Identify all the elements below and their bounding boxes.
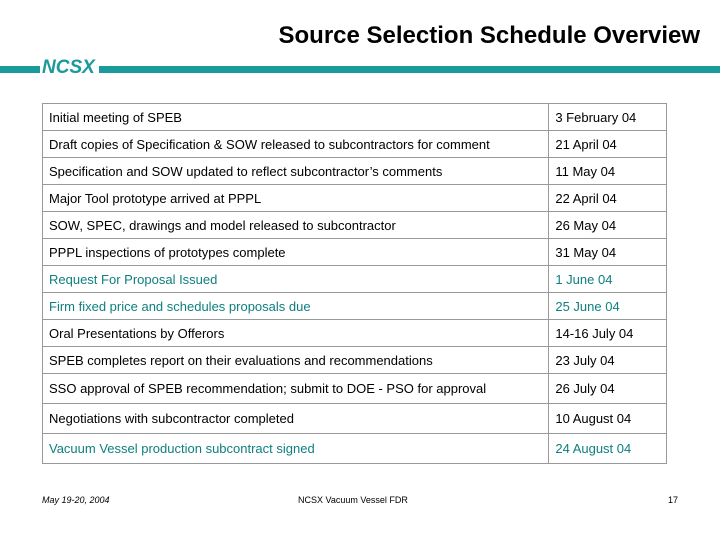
page-title: Source Selection Schedule Overview (278, 22, 700, 49)
event-cell: Request For Proposal Issued (43, 266, 549, 293)
date-cell: 21 April 04 (549, 131, 667, 158)
table-row (43, 185, 667, 212)
table-row (43, 266, 667, 293)
table-row (43, 104, 667, 131)
date-cell: 11 May 04 (549, 158, 667, 185)
footer-title: NCSX Vacuum Vessel FDR (298, 495, 408, 505)
date-cell: 24 August 04 (549, 434, 667, 464)
date-cell: 26 July 04 (549, 374, 667, 404)
date-cell: 26 May 04 (549, 212, 667, 239)
date-cell: 25 June 04 (549, 293, 667, 320)
schedule-table (42, 103, 667, 464)
table-row (43, 239, 667, 266)
event-cell: Major Tool prototype arrived at PPPL (43, 185, 549, 212)
event-cell: Negotiations with subcontractor completed (43, 404, 549, 434)
table-row (43, 320, 667, 347)
table-row (43, 347, 667, 374)
event-cell: Initial meeting of SPEB (43, 104, 549, 131)
date-cell: 31 May 04 (549, 239, 667, 266)
table-row (43, 434, 667, 464)
table-row (43, 131, 667, 158)
table-row (43, 212, 667, 239)
ncsx-logo: NCSX (40, 55, 99, 81)
event-cell: SOW, SPEC, drawings and model released to subcontractor (43, 212, 549, 239)
table-row (43, 158, 667, 185)
date-cell: 14-16 July 04 (549, 320, 667, 347)
event-cell: Specification and SOW updated to reflect subcontractor’s comments (43, 158, 549, 185)
date-cell: 10 August 04 (549, 404, 667, 434)
page-number: 17 (668, 495, 679, 505)
header-bar (0, 66, 720, 73)
date-cell: 1 June 04 (549, 266, 667, 293)
event-cell: Oral Presentations by Offerors (43, 320, 549, 347)
date-cell: 3 February 04 (549, 104, 667, 131)
table-row (43, 404, 667, 434)
event-cell: PPPL inspections of prototypes complete (43, 239, 549, 266)
event-cell: Vacuum Vessel production subcontract signed (43, 434, 549, 464)
date-cell: 23 July 04 (549, 347, 667, 374)
event-cell: Draft copies of Specification & SOW released to subcontractors for comment (43, 131, 549, 158)
event-cell: SSO approval of SPEB recommendation; submit to DOE - PSO for approval (43, 374, 549, 404)
footer-date: May 19-20, 2004 (42, 495, 110, 505)
table-row (43, 293, 667, 320)
event-cell: SPEB completes report on their evaluations and recommendations (43, 347, 549, 374)
event-cell: Firm fixed price and schedules proposals due (43, 293, 549, 320)
date-cell: 22 April 04 (549, 185, 667, 212)
table-row (43, 374, 667, 404)
